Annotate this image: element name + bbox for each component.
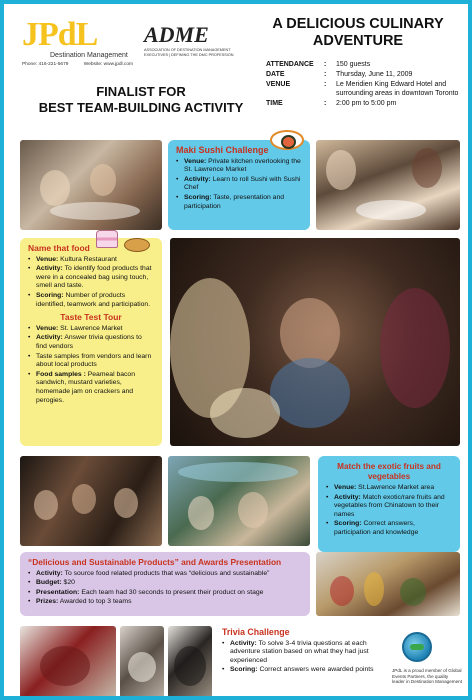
detail-colon: : — [324, 100, 327, 107]
name-that-food-title: Name that food — [28, 243, 90, 253]
bread-icon — [124, 238, 150, 252]
exotic-item: • Activity: Match exotic/rare fruits and vegetables from Chinatown to their names — [326, 494, 452, 520]
detail-key: ATTENDANCE — [266, 61, 314, 68]
maki-title: Maki Sushi Challenge — [176, 145, 269, 155]
poster-title-line-1: A DELICIOUS CULINARY — [272, 16, 444, 32]
maki-sushi-panel — [168, 140, 310, 230]
detail-key: DATE — [266, 71, 285, 78]
trivia-title: Trivia Challenge — [222, 627, 290, 637]
jpdl-logo-mark: JPdL — [22, 16, 98, 53]
photo-market-tour — [168, 456, 310, 546]
name-that-food-item: • Scoring: Number of products identified, teamwork and participation. — [28, 292, 154, 309]
products-item: • Presentation: Each team had 30 seconds to present their product on stage — [28, 589, 302, 598]
exotic-item: • Venue: St.Lawrence Market area — [326, 484, 452, 493]
jpdl-logo-subtitle: Destination Management — [50, 52, 128, 59]
taste-test-item: • Food samples : Peameal bacon sandwich, mustard varieties, homemade jam on crackers and perogies. — [28, 371, 154, 405]
detail-venue — [266, 80, 462, 98]
photo-gift-bag — [20, 626, 116, 698]
products-item: • Prizes: Awarded to top 3 teams — [28, 598, 302, 607]
photo-sushi-group — [316, 140, 460, 230]
finalist-heading — [26, 84, 256, 116]
jpdl-logo — [22, 18, 132, 59]
maki-item: • Venue: Private kitchen overlooking the St. Lawrence Market — [176, 158, 302, 175]
detail-colon: : — [324, 61, 327, 68]
detail-attendance — [266, 60, 462, 69]
adme-logo — [144, 24, 244, 57]
products-item: • Budget: $20 — [28, 579, 302, 588]
contact-info — [22, 62, 147, 67]
taste-test-item: • Venue: St. Lawrence Market — [28, 325, 154, 334]
global-events-partners-logo — [402, 632, 432, 662]
trivia-panel — [216, 624, 384, 698]
photo-jars — [120, 626, 164, 698]
trivia-item: • Scoring: Correct answers were awarded points — [222, 666, 378, 675]
poster-title-line-2: ADVENTURE — [312, 33, 404, 49]
detail-colon: : — [324, 71, 327, 78]
photo-restaurant-group — [20, 456, 162, 546]
detail-value: 150 guests — [336, 61, 371, 68]
event-details — [266, 60, 462, 109]
exotic-item: • Scoring: Correct answers, participation and knowledge — [326, 520, 452, 537]
adme-logo-subtitle: ASSOCIATION OF DESTINATION MANAGEMENT EXECUTIVES | DEFINING THE DMC PROFESSION — [144, 48, 234, 57]
name-that-food-panel — [20, 238, 162, 446]
products-title: “Delicious and Sustainable Products” and Awards Presentation — [28, 557, 282, 567]
taste-test-item: • Activity: Answer trivia questions to find vendors — [28, 334, 154, 351]
exotic-fruits-panel — [318, 456, 460, 552]
exotic-title: Match the exotic fruits and vegetables — [337, 462, 441, 481]
photo-sushi-class — [20, 140, 162, 230]
name-that-food-item: • Activity: To identify food products that were in a concealed bag using touch, smell and taste. — [28, 265, 154, 291]
detail-value: Thursday, June 11, 2009 — [336, 71, 413, 78]
detail-key: VENUE — [266, 81, 291, 88]
products-awards-panel — [20, 552, 310, 616]
detail-value: 2:00 pm to 5:00 pm — [336, 100, 397, 107]
poster-title — [260, 16, 456, 50]
maki-item: • Scoring: Taste, presentation and participation — [176, 194, 302, 211]
maki-item: • Activity: Learn to roll Sushi with Sushi Chef — [176, 176, 302, 193]
detail-value: Le Meridien King Edward Hotel and surrounding areas in downtown Toronto — [336, 81, 459, 97]
detail-key: TIME — [266, 100, 283, 107]
trivia-item: • Activity: To solve 3-4 trivia questions at each adventure station based on what they had just experienced — [222, 640, 378, 666]
products-item: • Activity: To source food related products that was “delicious and sustainable” — [28, 570, 302, 579]
website-text: Website: www.jpdl.com — [83, 62, 133, 67]
photo-tote-bag — [168, 626, 212, 698]
adme-logo-mark: ADME — [144, 22, 209, 47]
finalist-line-2: BEST TEAM-BUILDING ACTIVITY — [38, 100, 244, 115]
finalist-line-1: FINALIST FOR — [96, 84, 186, 99]
sushi-icon — [270, 130, 304, 150]
photo-blindfold-tasting — [170, 238, 460, 446]
phone-text: Phone: 416-221-5679 — [22, 62, 69, 67]
detail-time — [266, 99, 462, 108]
taste-test-item: • Taste samples from vendors and learn about local products — [28, 353, 154, 370]
cake-icon — [96, 230, 118, 248]
detail-date — [266, 70, 462, 79]
detail-colon: : — [324, 81, 327, 88]
photo-products-table — [316, 552, 460, 616]
taste-test-title: Taste Test Tour — [60, 312, 122, 323]
gep-membership-note: JPdL is a proud member of Global Events Partners, the quality leader in Destination Management — [392, 668, 462, 685]
name-that-food-item: • Venue: Kultura Restaurant — [28, 256, 154, 265]
